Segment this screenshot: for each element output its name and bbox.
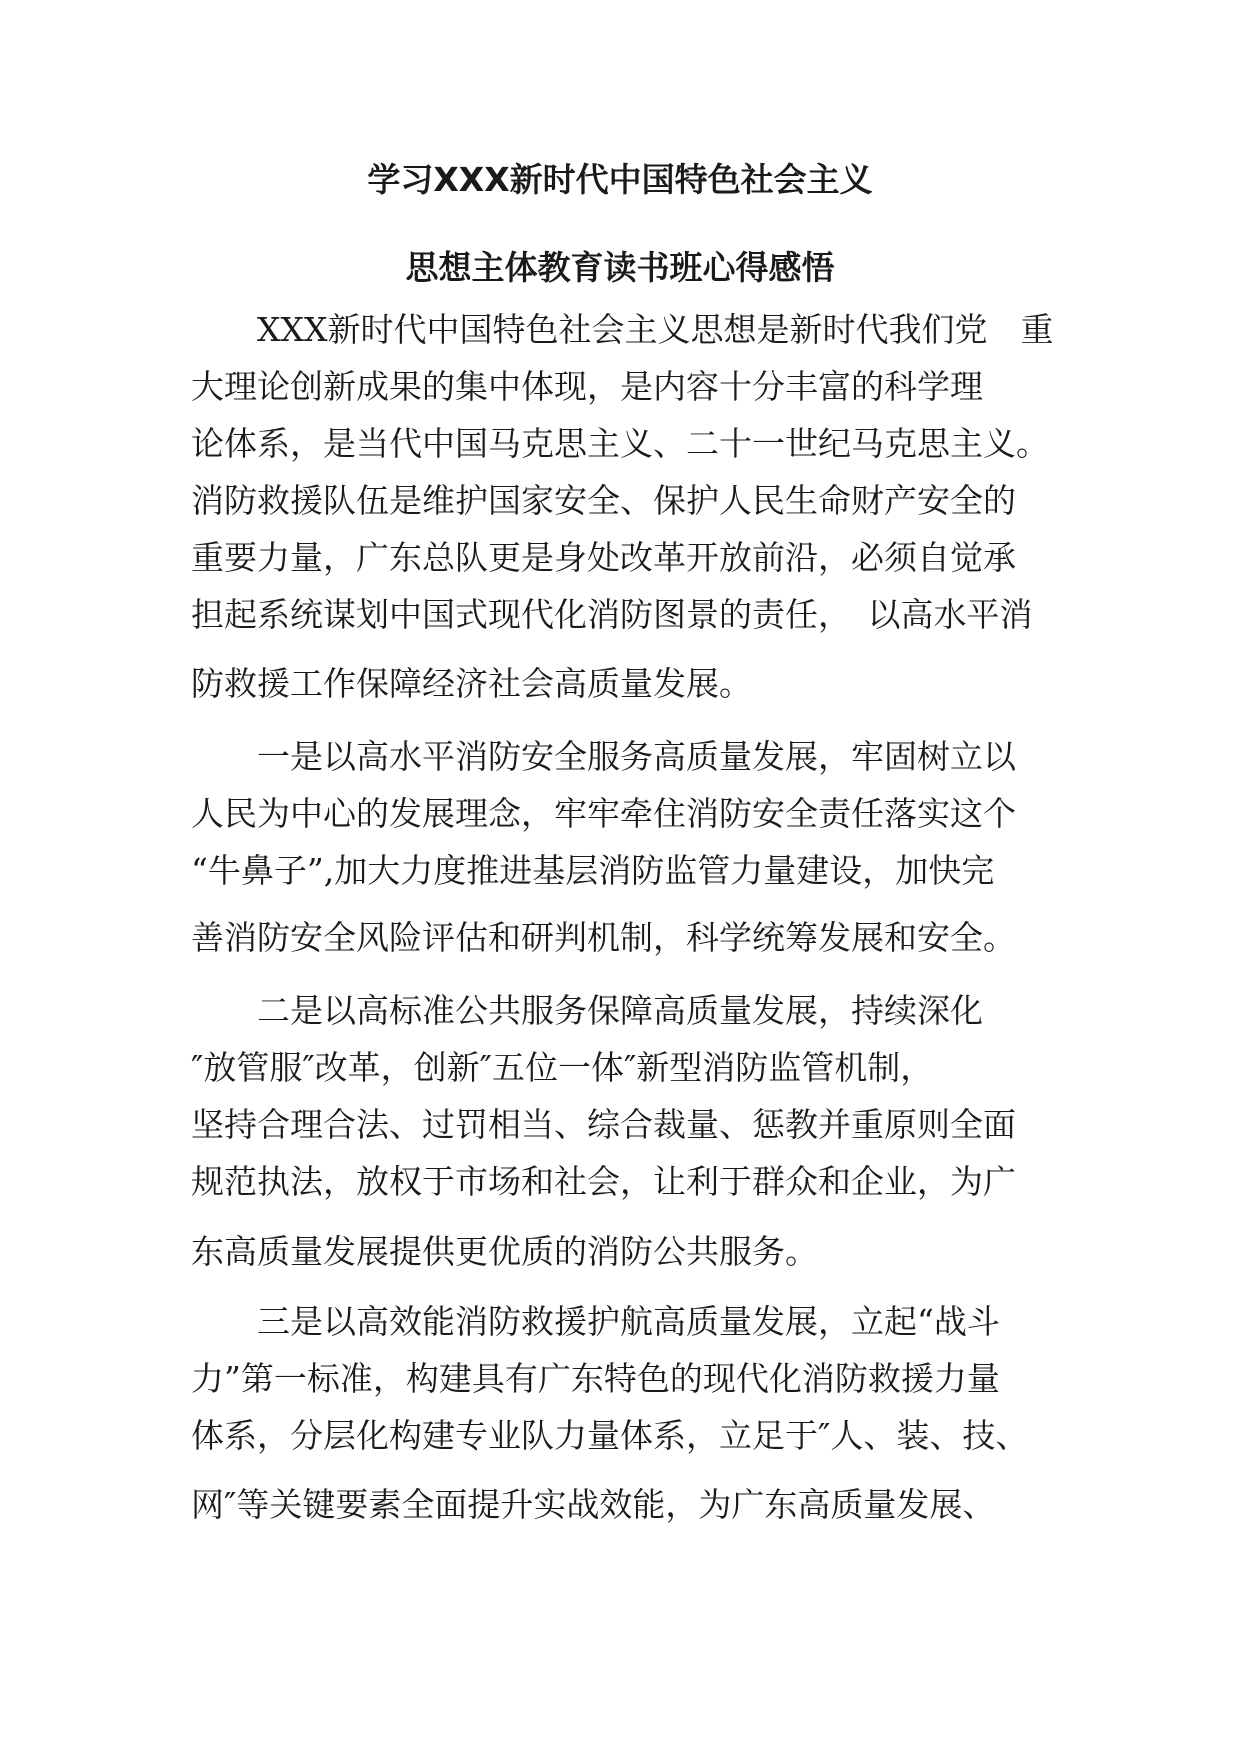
body-line: 大理论创新成果的集中体现，是内容十分丰富的科学理 (191, 367, 983, 406)
body-line: 重要力量，广东总队更是身处改革开放前沿，必须自觉承 (191, 538, 1016, 577)
body-line: XXX新时代中国特色社会主义思想是新时代我们党 重 (257, 310, 1054, 349)
document-title-line-1: 学习XXX新时代中国特色社会主义 (367, 160, 873, 199)
body-line: 论体系，是当代中国马克思主义、二十一世纪马克思主义。 (191, 424, 1049, 463)
body-line: 一是以高水平消防安全服务高质量发展，牢固树立以 (257, 737, 1016, 776)
body-line: 防救援工作保障经济社会高质量发展。 (191, 664, 752, 703)
body-line: 力”第一标准，构建具有广东特色的现代化消防救援力量 (191, 1359, 1000, 1398)
body-line: 坚持合理合法、过罚相当、综合裁量、惩教并重原则全面 (191, 1105, 1016, 1144)
body-line: ″放管服″改革，创新″五位一体″新型消防监管机制， (191, 1048, 934, 1087)
body-line: 三是以高效能消防救援护航高质量发展，立起“战斗 (257, 1302, 1000, 1341)
body-line: 体系，分层化构建专业队力量体系，立足于″人、装、技、 (191, 1416, 1029, 1455)
body-line: 消防救援队伍是维护国家安全、保护人民生命财产安全的 (191, 481, 1016, 520)
body-line: 二是以高标准公共服务保障高质量发展，持续深化 (257, 991, 983, 1030)
body-line: 东高质量发展提供更优质的消防公共服务。 (191, 1232, 818, 1271)
document-title-line-2: 思想主体教育读书班心得感悟 (405, 248, 835, 287)
body-line: 规范执法，放权于市场和社会，让利于群众和企业，为广 (191, 1162, 1016, 1201)
body-line: 担起系统谋划中国式现代化消防图景的责任， 以高水平消 (191, 595, 1033, 634)
body-line: 网″等关键要素全面提升实战效能，为广东高质量发展、 (191, 1485, 996, 1524)
body-line: 善消防安全风险评估和研判机制，科学统筹发展和安全。 (191, 918, 1016, 957)
body-line: “牛鼻子”,加大力度推进基层消防监管力量建设，加快完 (191, 851, 995, 890)
body-line: 人民为中心的发展理念，牢牢牵住消防安全责任落实这个 (191, 794, 1016, 833)
